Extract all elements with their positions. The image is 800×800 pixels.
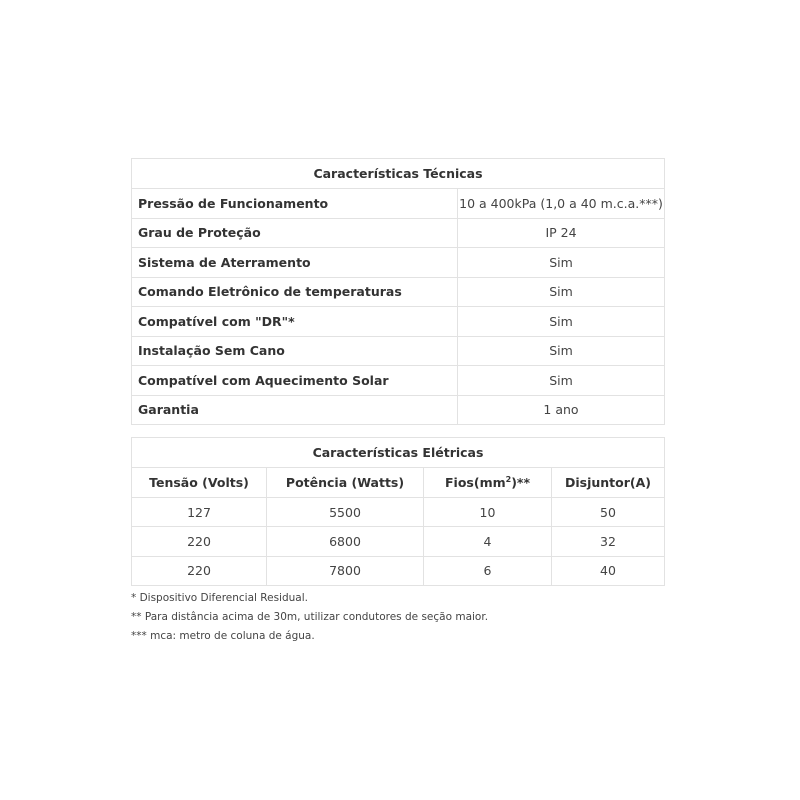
spec-value: 10 a 400kPa (1,0 a 40 m.c.a.***) (458, 189, 665, 219)
table-row (132, 336, 665, 366)
spec-label: Sistema de Aterramento (132, 248, 458, 278)
column-header-disjuntor: Disjuntor(A) (552, 468, 665, 498)
spec-value: Sim (458, 307, 665, 337)
column-header-potencia: Potência (Watts) (267, 468, 424, 498)
spec-label: Pressão de Funcionamento (132, 189, 458, 219)
cell-disjuntor: 40 (552, 556, 665, 585)
technical-specs-title: Características Técnicas (132, 159, 665, 189)
table-row (132, 218, 665, 248)
table-row (132, 395, 665, 425)
spec-label: Comando Eletrônico de temperaturas (132, 277, 458, 307)
spec-value: 1 ano (458, 395, 665, 425)
spec-label: Grau de Proteção (132, 218, 458, 248)
spec-value: Sim (458, 336, 665, 366)
cell-fios: 10 (424, 498, 552, 527)
spec-value: Sim (458, 277, 665, 307)
table-row (132, 556, 665, 585)
technical-specs-table (131, 158, 665, 425)
electrical-specs-title: Características Elétricas (132, 438, 665, 468)
cell-fios: 4 (424, 527, 552, 556)
spec-label: Garantia (132, 395, 458, 425)
cell-disjuntor: 50 (552, 498, 665, 527)
footnotes (131, 589, 488, 646)
cell-disjuntor: 32 (552, 527, 665, 556)
column-header-tensao: Tensão (Volts) (132, 468, 267, 498)
cell-potencia: 7800 (267, 556, 424, 585)
spec-value: Sim (458, 248, 665, 278)
table-row (132, 527, 665, 556)
column-header-fios: $Fios(mm^2)**$ (424, 468, 552, 498)
table-row (132, 189, 665, 219)
electrical-specs-table (131, 437, 665, 586)
cell-tensao: 220 (132, 527, 267, 556)
spec-value: IP 24 (458, 218, 665, 248)
footnote: * Dispositivo Diferencial Residual. (131, 592, 308, 604)
cell-potencia: 5500 (267, 498, 424, 527)
footnote: *** mca: metro de coluna de água. (131, 630, 315, 642)
cell-potencia: 6800 (267, 527, 424, 556)
cell-fios: 6 (424, 556, 552, 585)
cell-tensao: 127 (132, 498, 267, 527)
table-row (132, 307, 665, 337)
spec-value: Sim (458, 366, 665, 396)
table-row (132, 277, 665, 307)
spec-label: Instalação Sem Cano (132, 336, 458, 366)
table-row (132, 248, 665, 278)
spec-label: Compatível com "DR"* (132, 307, 458, 337)
table-row (132, 366, 665, 396)
table-header-row (132, 468, 665, 498)
table-row (132, 498, 665, 527)
footnote: ** Para distância acima de 30m, utilizar condutores de seção maior. (131, 611, 489, 623)
spec-label: Compatível com Aquecimento Solar (132, 366, 458, 396)
cell-tensao: 220 (132, 556, 267, 585)
